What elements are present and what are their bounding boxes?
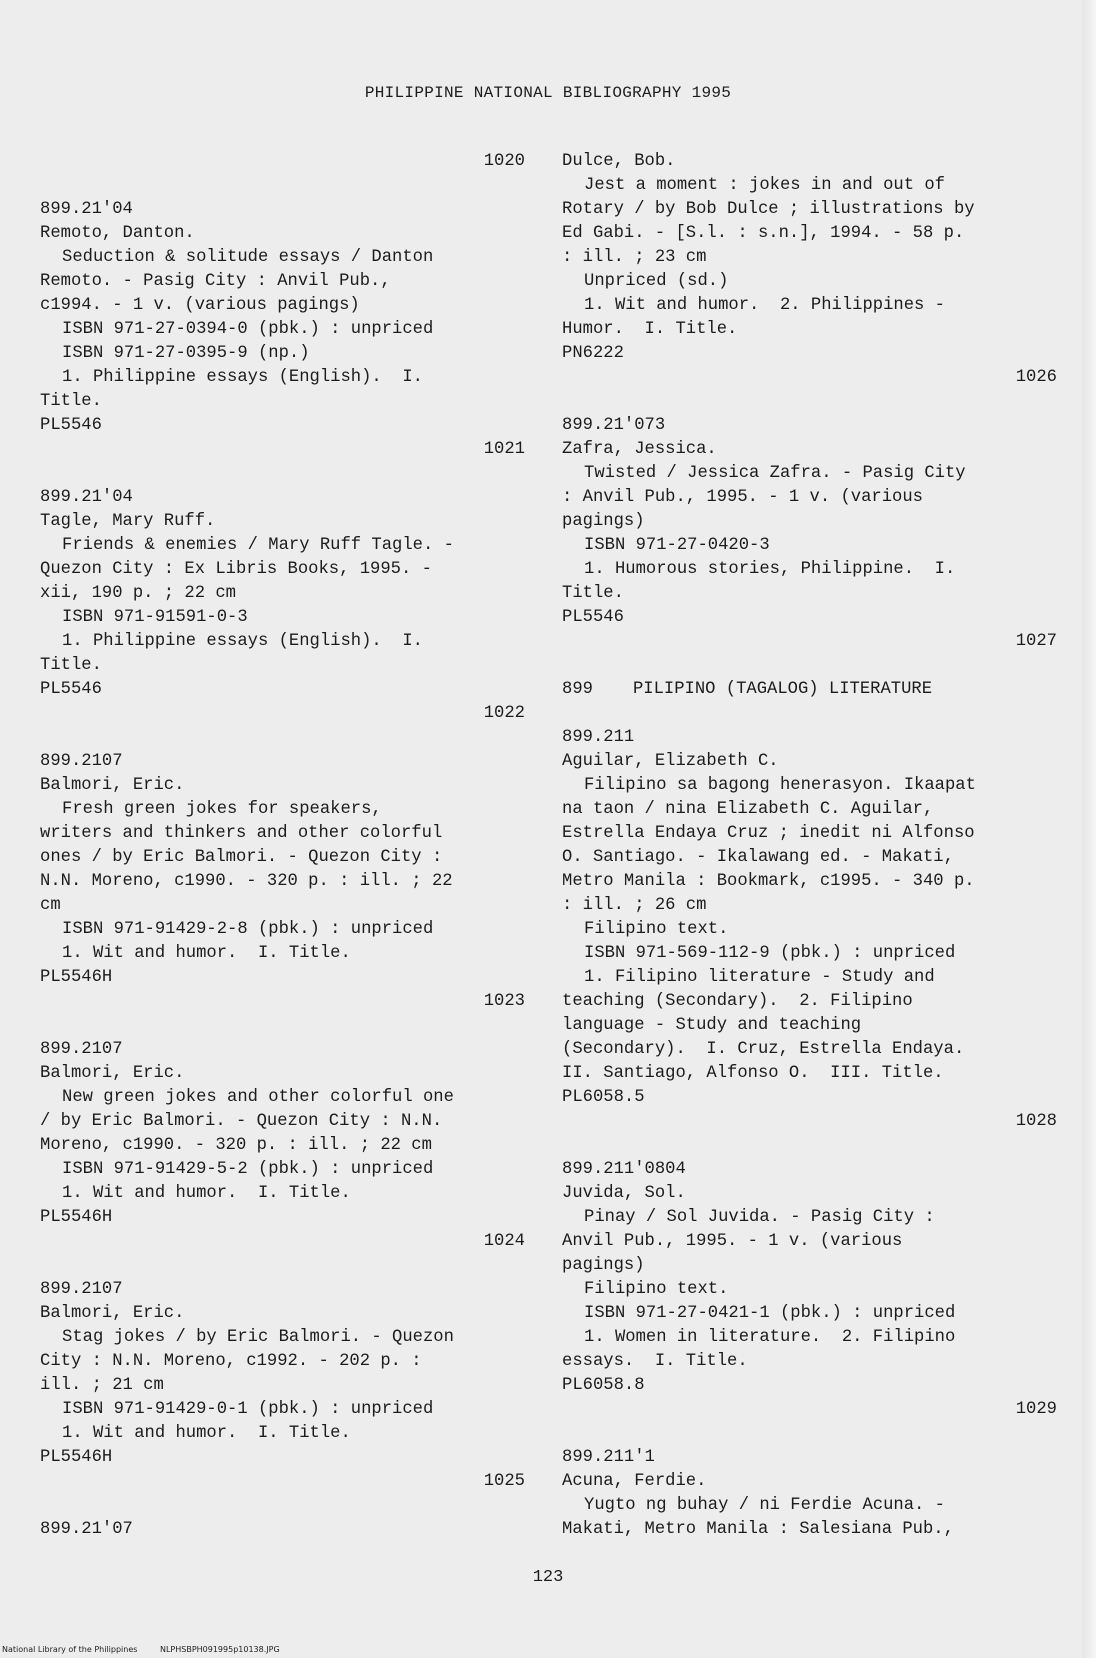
entry-line: essays. I. Title. <box>562 1352 748 1371</box>
entry-line: Anvil Pub., 1995. - 1 v. (various <box>562 1232 903 1251</box>
entry-number: 1024 <box>483 1232 525 1251</box>
spacer <box>562 390 1057 414</box>
entry-line: ISBN 971-27-0395-9 (np.) <box>62 344 310 363</box>
entry-line: Humor. I. Title. <box>562 320 738 339</box>
entry-line: Jest a moment : jokes in and out of <box>584 176 945 195</box>
entry-line: xii, 190 p. ; 22 cm <box>40 584 236 603</box>
bibliography-entry <box>562 1110 1057 1398</box>
spacer <box>40 1014 525 1038</box>
entry-line: PN6222 <box>562 344 624 363</box>
section-heading-label: PILIPINO (TAGALOG) LITERATURE <box>632 680 933 699</box>
entry-line: 1. Wit and humor. I. Title. <box>62 1184 351 1203</box>
right-column <box>562 150 1057 1542</box>
entry-line: 899.211'0804 <box>562 1160 686 1179</box>
entry-line: 899.211'1 <box>562 1448 655 1467</box>
entry-line: language - Study and teaching <box>562 1016 862 1035</box>
bibliography-entry <box>40 1230 525 1470</box>
page-number: 123 <box>532 1568 564 1587</box>
spacer <box>562 702 1057 726</box>
entry-line: / by Eric Balmori. - Quezon City : N.N. <box>40 1112 443 1131</box>
left-column <box>40 150 525 1542</box>
spacer <box>40 726 525 750</box>
entry-line: 1. Wit and humor. 2. Philippines - <box>584 296 945 315</box>
entry-number: 1022 <box>483 704 525 723</box>
footer-library: National Library of the Philippines <box>2 1645 138 1654</box>
spacer <box>562 1422 1057 1446</box>
entry-line: : ill. ; 23 cm <box>562 248 707 267</box>
bibliography-entry <box>562 150 1057 366</box>
spacer <box>40 462 525 486</box>
entry-line: : ill. ; 26 cm <box>562 896 707 915</box>
entry-line: New green jokes and other colorful one <box>62 1088 454 1107</box>
bibliography-entry <box>40 438 525 702</box>
entry-line: Juvida, Sol. <box>562 1184 686 1203</box>
entry-line: ISBN 971-27-0421-1 (pbk.) : unpriced <box>584 1304 956 1323</box>
entry-number: 1025 <box>483 1472 525 1491</box>
entry-line: (Secondary). I. Cruz, Estrella Endaya. <box>562 1040 965 1059</box>
entry-line: Filipino text. <box>584 920 729 939</box>
entry-line: 1. Philippine essays (English). I. <box>62 368 423 387</box>
entry-line: ISBN 971-91429-5-2 (pbk.) : unpriced <box>62 1160 434 1179</box>
entry-line: Yugto ng buhay / ni Ferdie Acuna. - <box>584 1496 945 1515</box>
bibliography-entry <box>40 990 525 1230</box>
entry-line: ISBN 971-569-112-9 (pbk.) : unpriced <box>584 944 956 963</box>
entry-line: PL6058.5 <box>562 1088 645 1107</box>
entry-line: pagings) <box>562 512 645 531</box>
entry-line: Balmori, Eric. <box>40 776 185 795</box>
entry-line: Tagle, Mary Ruff. <box>40 512 216 531</box>
entry-line: Ed Gabi. - [S.l. : s.n.], 1994. - 58 p. <box>562 224 965 243</box>
spacer <box>40 174 525 198</box>
entry-line: 1. Wit and humor. I. Title. <box>62 1424 351 1443</box>
entry-number: 1026 <box>1015 368 1057 387</box>
entry-line: Title. <box>40 392 102 411</box>
bibliography-entry <box>40 1470 525 1542</box>
entry-line: Acuna, Ferdie. <box>562 1472 707 1491</box>
footer <box>2 1645 280 1654</box>
entry-line: 899.211 <box>562 728 635 747</box>
spacer <box>40 1254 525 1278</box>
entry-line: Stag jokes / by Eric Balmori. - Quezon <box>62 1328 454 1347</box>
entry-line: Rotary / by Bob Dulce ; illustrations by <box>562 200 975 219</box>
entry-line: 899.2107 <box>40 1040 123 1059</box>
entry-line: 899.21'04 <box>40 200 133 219</box>
spacer <box>562 1134 1057 1158</box>
entry-line: PL5546H <box>40 1448 113 1467</box>
entry-line: Metro Manila : Bookmark, c1995. - 340 p. <box>562 872 975 891</box>
entry-line: PL5546H <box>40 968 113 987</box>
entry-line: Unpriced (sd.) <box>584 272 729 291</box>
entry-number: 1027 <box>1015 632 1057 651</box>
entry-line: Title. <box>562 584 624 603</box>
entry-line: 899.21'073 <box>562 416 666 435</box>
section-heading-code: 899 <box>562 680 593 699</box>
entry-line: 899.2107 <box>40 1280 123 1299</box>
entry-line: ISBN 971-91429-0-1 (pbk.) : unpriced <box>62 1400 434 1419</box>
entry-line: c1994. - 1 v. (various pagings) <box>40 296 360 315</box>
bibliography-entry <box>562 1398 1057 1542</box>
spacer <box>562 654 1057 678</box>
entry-line: 899.21'07 <box>40 1520 133 1539</box>
entry-line: Moreno, c1990. - 320 p. : ill. ; 22 cm <box>40 1136 432 1155</box>
entry-line: 899.2107 <box>40 752 123 771</box>
entry-line: writers and thinkers and other colorful <box>40 824 443 843</box>
bibliography-entry <box>40 702 525 990</box>
entry-line: Estrella Endaya Cruz ; inedit ni Alfonso <box>562 824 975 843</box>
page-header-title: PHILIPPINE NATIONAL BIBLIOGRAPHY 1995 <box>364 84 732 102</box>
entry-number: 1029 <box>1015 1400 1057 1419</box>
entry-line: ISBN 971-91591-0-3 <box>62 608 248 627</box>
entry-line: 1. Wit and humor. I. Title. <box>62 944 351 963</box>
entry-line: Twisted / Jessica Zafra. - Pasig City <box>584 464 966 483</box>
entry-line: 899.21'04 <box>40 488 133 507</box>
entry-line: na taon / nina Elizabeth C. Aguilar, <box>562 800 934 819</box>
entry-line: O. Santiago. - Ikalawang ed. - Makati, <box>562 848 954 867</box>
entry-line: PL5546 <box>40 680 102 699</box>
entry-line: Aguilar, Elizabeth C. <box>562 752 779 771</box>
entry-line: 1. Philippine essays (English). I. <box>62 632 423 651</box>
entry-line: ISBN 971-27-0394-0 (pbk.) : unpriced <box>62 320 434 339</box>
entry-line: ones / by Eric Balmori. - Quezon City : <box>40 848 443 867</box>
entry-line: 1. Humorous stories, Philippine. I. <box>584 560 956 579</box>
entry-line: pagings) <box>562 1256 645 1275</box>
entry-line: PL5546 <box>40 416 102 435</box>
entry-number: 1023 <box>483 992 525 1011</box>
entry-line: Pinay / Sol Juvida. - Pasig City : <box>584 1208 935 1227</box>
entry-line: Seduction & solitude essays / Danton <box>62 248 434 267</box>
entry-line: PL6058.8 <box>562 1376 645 1395</box>
entry-line: Filipino text. <box>584 1280 729 1299</box>
page-edge-shadow <box>1082 0 1096 1658</box>
entry-line: ISBN 971-91429-2-8 (pbk.) : unpriced <box>62 920 434 939</box>
entry-line: N.N. Moreno, c1990. - 320 p. : ill. ; 22 <box>40 872 453 891</box>
entry-line: City : N.N. Moreno, c1992. - 202 p. : <box>40 1352 422 1371</box>
entry-line: Balmori, Eric. <box>40 1064 185 1083</box>
entry-line: Filipino sa bagong henerasyon. Ikaapat <box>584 776 976 795</box>
entry-number: 1028 <box>1015 1112 1057 1131</box>
entry-line: Fresh green jokes for speakers, <box>62 800 382 819</box>
entry-line: Quezon City : Ex Libris Books, 1995. - <box>40 560 432 579</box>
entry-line: II. Santiago, Alfonso O. III. Title. <box>562 1064 944 1083</box>
entry-line: ill. ; 21 cm <box>40 1376 164 1395</box>
entry-line: : Anvil Pub., 1995. - 1 v. (various <box>562 488 923 507</box>
entry-line: Zafra, Jessica. <box>562 440 717 459</box>
bibliography-entry <box>562 366 1057 630</box>
footer-file: NLPHSBPH091995p10138.JPG <box>159 1645 280 1654</box>
bibliography-entry <box>562 630 1057 1110</box>
entry-line: Friends & enemies / Mary Ruff Tagle. - <box>62 536 454 555</box>
entry-line: Dulce, Bob. <box>562 152 676 171</box>
section-heading <box>562 678 1057 702</box>
entry-line: Makati, Metro Manila : Salesiana Pub., <box>562 1520 954 1539</box>
entry-line: Title. <box>40 656 102 675</box>
bibliography-entry <box>40 150 525 438</box>
entry-line: Remoto. - Pasig City : Anvil Pub., <box>40 272 391 291</box>
entry-line: Remoto, Danton. <box>40 224 195 243</box>
entry-line: PL5546H <box>40 1208 113 1227</box>
entry-line: 1. Women in literature. 2. Filipino <box>584 1328 956 1347</box>
entry-line: Balmori, Eric. <box>40 1304 185 1323</box>
entry-line: cm <box>40 896 61 915</box>
entry-number: 1021 <box>483 440 525 459</box>
entry-line: teaching (Secondary). 2. Filipino <box>562 992 913 1011</box>
entry-line: 1. Filipino literature - Study and <box>584 968 935 987</box>
entry-line: ISBN 971-27-0420-3 <box>584 536 770 555</box>
entry-number: 1020 <box>483 152 525 171</box>
entry-line: PL5546 <box>562 608 624 627</box>
spacer <box>40 1494 525 1518</box>
